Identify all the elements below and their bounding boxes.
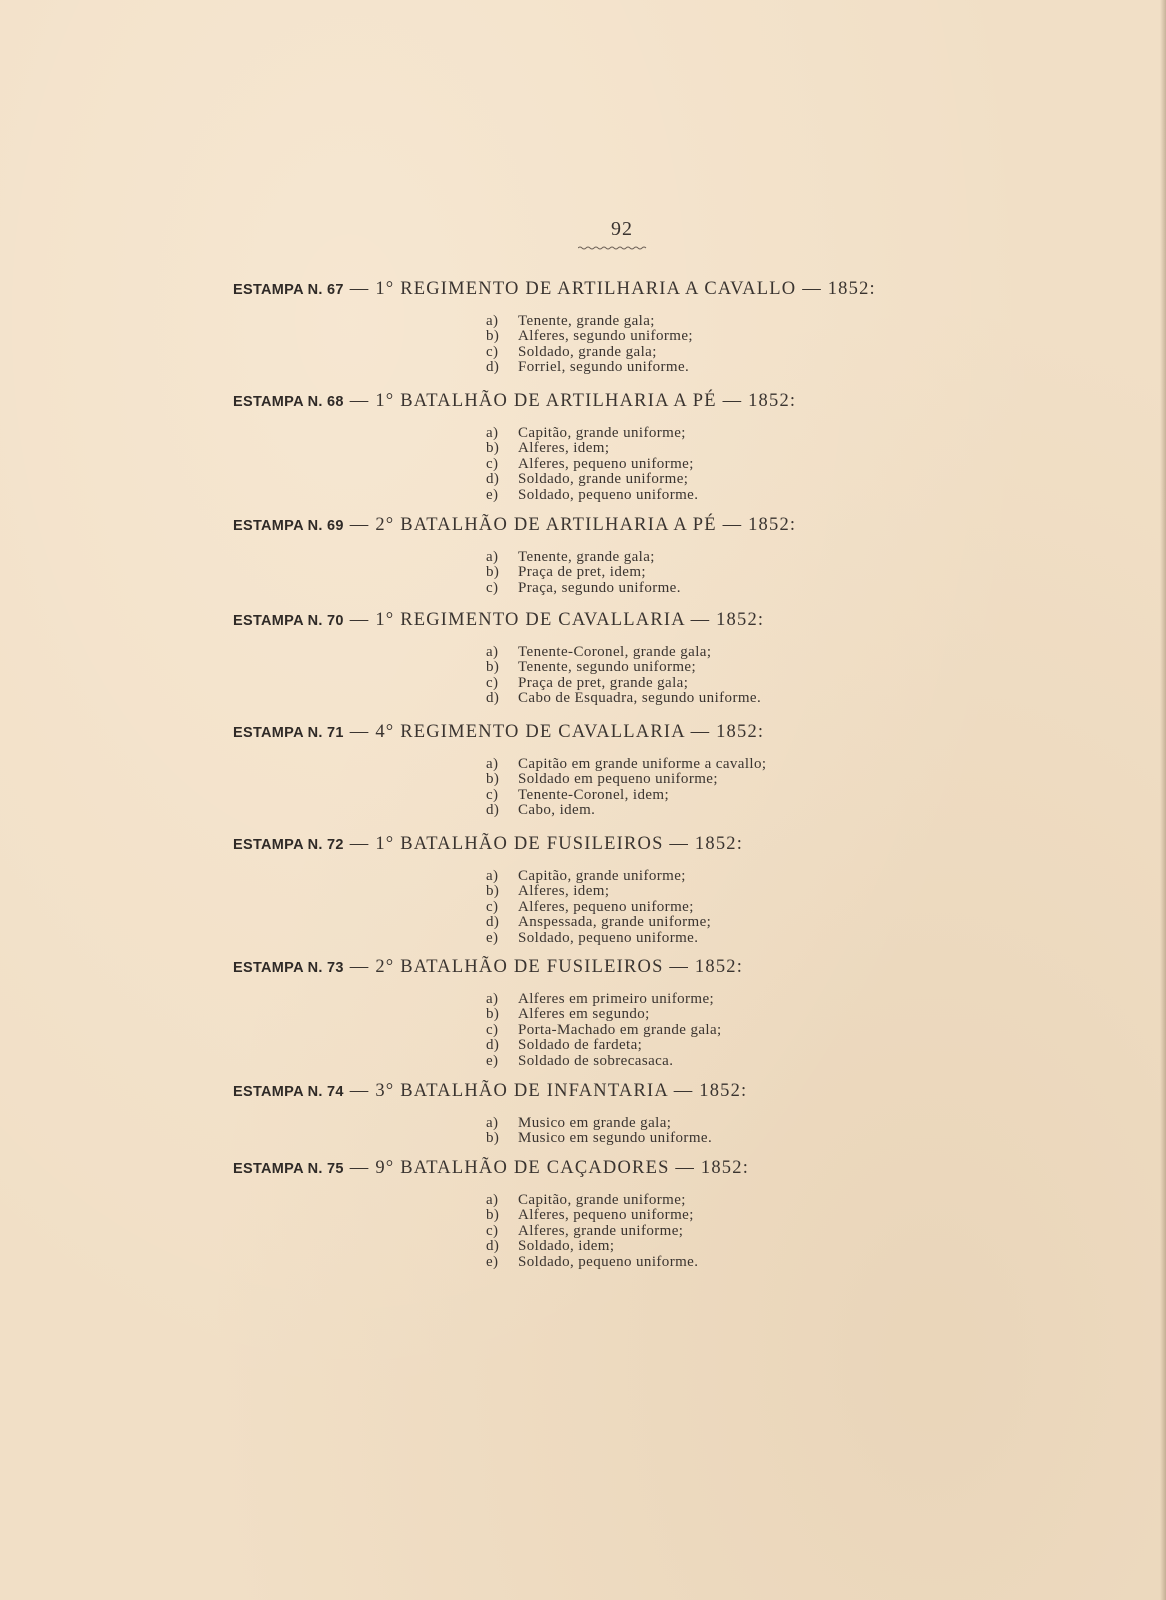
plate-heading	[233, 607, 1113, 633]
list-item	[486, 803, 1113, 818]
item-text: Musico em grande gala;	[518, 1115, 672, 1131]
item-letter: e)	[486, 486, 499, 503]
plate-entry	[233, 276, 1113, 376]
item-text: Soldado em pequeno uniforme;	[518, 771, 718, 788]
list-item	[486, 992, 1113, 1007]
item-letter: c)	[486, 343, 499, 360]
uniform-list	[486, 645, 1113, 707]
uniform-list	[486, 550, 1113, 596]
list-item	[486, 1116, 1113, 1131]
item-text: Tenente, segundo uniforme;	[518, 659, 697, 676]
item-text: Praça, segundo uniforme.	[518, 579, 681, 596]
list-item	[486, 915, 1113, 930]
plate-title: — 1° BATALHÃO DE ARTILHARIA A PÉ — 1852:	[349, 391, 797, 411]
list-item	[486, 1239, 1113, 1254]
item-text: Tenente, grande gala;	[518, 313, 655, 329]
plate-heading	[233, 954, 1113, 980]
plate-title: — 2° BATALHÃO DE FUSILEIROS — 1852:	[349, 957, 744, 977]
list-item	[486, 360, 1113, 375]
item-text: Tenente, grande gala;	[518, 549, 655, 565]
item-text: Praça de pret, idem;	[518, 564, 646, 581]
item-letter: e)	[486, 1253, 499, 1270]
plate-entry	[233, 1155, 1113, 1270]
plate-title: — 1° REGIMENTO DE CAVALLARIA — 1852:	[349, 610, 765, 630]
list-item	[486, 931, 1113, 946]
plate-heading	[233, 512, 1113, 538]
list-item	[486, 1023, 1113, 1038]
item-letter: d)	[486, 914, 500, 931]
item-text: Capitão, grande uniforme;	[518, 868, 686, 884]
item-text: Alferes, pequeno uniforme;	[518, 1207, 694, 1224]
list-item	[486, 441, 1113, 456]
item-letter: c)	[486, 786, 499, 803]
item-text: Capitão, grande uniforme;	[518, 1192, 686, 1208]
item-letter: a)	[486, 1192, 499, 1208]
item-letter: a)	[486, 1115, 499, 1131]
item-letter: e)	[486, 929, 499, 946]
item-text: Alferes em segundo;	[518, 1006, 650, 1023]
plate-title: — 2° BATALHÃO DE ARTILHARIA A PÉ — 1852:	[349, 515, 797, 535]
item-letter: c)	[486, 1021, 499, 1038]
item-text: Cabo de Esquadra, segundo uniforme.	[518, 690, 762, 707]
item-text: Tenente-Coronel, idem;	[518, 786, 670, 803]
item-letter: d)	[486, 802, 500, 819]
item-letter: d)	[486, 690, 500, 707]
list-item	[486, 869, 1113, 884]
item-text: Musico em segundo uniforme.	[518, 1130, 713, 1147]
item-text: Alferes, idem;	[518, 883, 610, 900]
item-letter: a)	[486, 868, 499, 884]
list-item	[486, 565, 1113, 580]
plate-title: — 1° REGIMENTO DE ARTILHARIA A CAVALLO — 1852:	[349, 279, 876, 299]
list-item	[486, 1007, 1113, 1022]
plate-entry	[233, 388, 1113, 503]
item-text: Soldado, grande uniforme;	[518, 471, 689, 488]
item-letter: a)	[486, 549, 499, 565]
list-item	[486, 426, 1113, 441]
list-item	[486, 1131, 1113, 1146]
uniform-list	[486, 992, 1113, 1069]
item-letter: b)	[486, 1130, 500, 1147]
item-text: Alferes em primeiro uniforme;	[518, 991, 715, 1007]
item-text: Soldado, grande gala;	[518, 343, 657, 360]
plate-heading	[233, 276, 1113, 302]
item-letter: b)	[486, 1207, 500, 1224]
item-text: Alferes, pequeno uniforme;	[518, 455, 694, 472]
uniform-list	[486, 757, 1113, 819]
plate-title: — 1° BATALHÃO DE FUSILEIROS — 1852:	[349, 834, 744, 854]
list-item	[486, 314, 1113, 329]
plate-heading	[233, 1078, 1113, 1104]
item-text: Cabo, idem.	[518, 802, 596, 819]
plate-entry	[233, 607, 1113, 707]
item-letter: c)	[486, 898, 499, 915]
list-item	[486, 691, 1113, 706]
list-item	[486, 900, 1113, 915]
plate-title: — 4° REGIMENTO DE CAVALLARIA — 1852:	[349, 722, 765, 742]
plate-entry	[233, 831, 1113, 946]
list-item	[486, 660, 1113, 675]
uniform-list	[486, 1193, 1113, 1270]
item-letter: c)	[486, 674, 499, 691]
list-item	[486, 1054, 1113, 1069]
plate-number: ESTAMPA N. 75	[233, 1161, 344, 1177]
item-letter: d)	[486, 1238, 500, 1255]
uniform-list	[486, 1116, 1113, 1147]
item-text: Alferes, pequeno uniforme;	[518, 898, 694, 915]
item-letter: a)	[486, 644, 499, 660]
item-text: Alferes, grande uniforme;	[518, 1222, 684, 1239]
list-item	[486, 1224, 1113, 1239]
plate-entry	[233, 954, 1113, 1069]
item-text: Anspessada, grande uniforme;	[518, 914, 712, 931]
item-letter: c)	[486, 455, 499, 472]
plate-number: ESTAMPA N. 68	[233, 394, 344, 410]
plate-entry	[233, 512, 1113, 596]
item-letter: b)	[486, 659, 500, 676]
plate-number: ESTAMPA N. 72	[233, 837, 344, 853]
plate-number: ESTAMPA N. 70	[233, 613, 344, 629]
list-item	[486, 788, 1113, 803]
plate-heading	[233, 719, 1113, 745]
item-text: Porta-Machado em grande gala;	[518, 1021, 722, 1038]
list-item	[486, 329, 1113, 344]
item-text: Soldado, pequeno uniforme.	[518, 1253, 699, 1270]
list-item	[486, 550, 1113, 565]
list-item	[486, 345, 1113, 360]
list-item	[486, 676, 1113, 691]
item-text: Alferes, idem;	[518, 440, 610, 457]
list-item	[486, 457, 1113, 472]
item-letter: b)	[486, 328, 500, 345]
item-letter: a)	[486, 313, 499, 329]
item-letter: a)	[486, 425, 499, 441]
item-text: Forriel, segundo uniforme.	[518, 359, 690, 376]
list-item	[486, 1208, 1113, 1223]
list-item	[486, 472, 1113, 487]
list-item	[486, 645, 1113, 660]
item-text: Praça de pret, grande gala;	[518, 674, 689, 691]
list-item	[486, 884, 1113, 899]
list-item	[486, 1038, 1113, 1053]
plate-title: — 3° BATALHÃO DE INFANTARIA — 1852:	[349, 1081, 748, 1101]
list-item	[486, 1255, 1113, 1270]
plate-title: — 9° BATALHÃO DE CAÇADORES — 1852:	[349, 1158, 750, 1178]
item-text: Alferes, segundo uniforme;	[518, 328, 693, 345]
plate-number: ESTAMPA N. 67	[233, 282, 344, 298]
uniform-list	[486, 314, 1113, 376]
item-text: Soldado, idem;	[518, 1238, 615, 1255]
item-text: Tenente-Coronel, grande gala;	[518, 644, 712, 660]
item-letter: b)	[486, 564, 500, 581]
item-text: Soldado, pequeno uniforme.	[518, 486, 699, 503]
item-letter: b)	[486, 1006, 500, 1023]
item-letter: a)	[486, 756, 499, 772]
item-letter: a)	[486, 991, 499, 1007]
page-number: 92	[611, 218, 633, 240]
plate-heading	[233, 831, 1113, 857]
item-letter: b)	[486, 771, 500, 788]
item-letter: d)	[486, 359, 500, 376]
list-item	[486, 772, 1113, 787]
plate-number: ESTAMPA N. 73	[233, 960, 344, 976]
plate-heading	[233, 1155, 1113, 1181]
item-text: Soldado de sobrecasaca.	[518, 1052, 674, 1069]
item-letter: e)	[486, 1052, 499, 1069]
list-item	[486, 1193, 1113, 1208]
plate-heading	[233, 388, 1113, 414]
item-letter: c)	[486, 579, 499, 596]
plate-number: ESTAMPA N. 74	[233, 1084, 344, 1100]
item-text: Capitão, grande uniforme;	[518, 425, 686, 441]
item-letter: d)	[486, 471, 500, 488]
plate-entry	[233, 1078, 1113, 1147]
plate-number: ESTAMPA N. 71	[233, 725, 344, 741]
list-item	[486, 488, 1113, 503]
uniform-list	[486, 426, 1113, 503]
item-text: Soldado, pequeno uniforme.	[518, 929, 699, 946]
list-item	[486, 581, 1113, 596]
item-text: Soldado de fardeta;	[518, 1037, 643, 1054]
plate-entry	[233, 719, 1113, 819]
item-letter: b)	[486, 883, 500, 900]
plate-number: ESTAMPA N. 69	[233, 518, 344, 534]
uniform-list	[486, 869, 1113, 946]
list-item	[486, 757, 1113, 772]
item-text: Capitão em grande uniforme a cavallo;	[518, 756, 767, 772]
item-letter: d)	[486, 1037, 500, 1054]
item-letter: c)	[486, 1222, 499, 1239]
item-letter: b)	[486, 440, 500, 457]
